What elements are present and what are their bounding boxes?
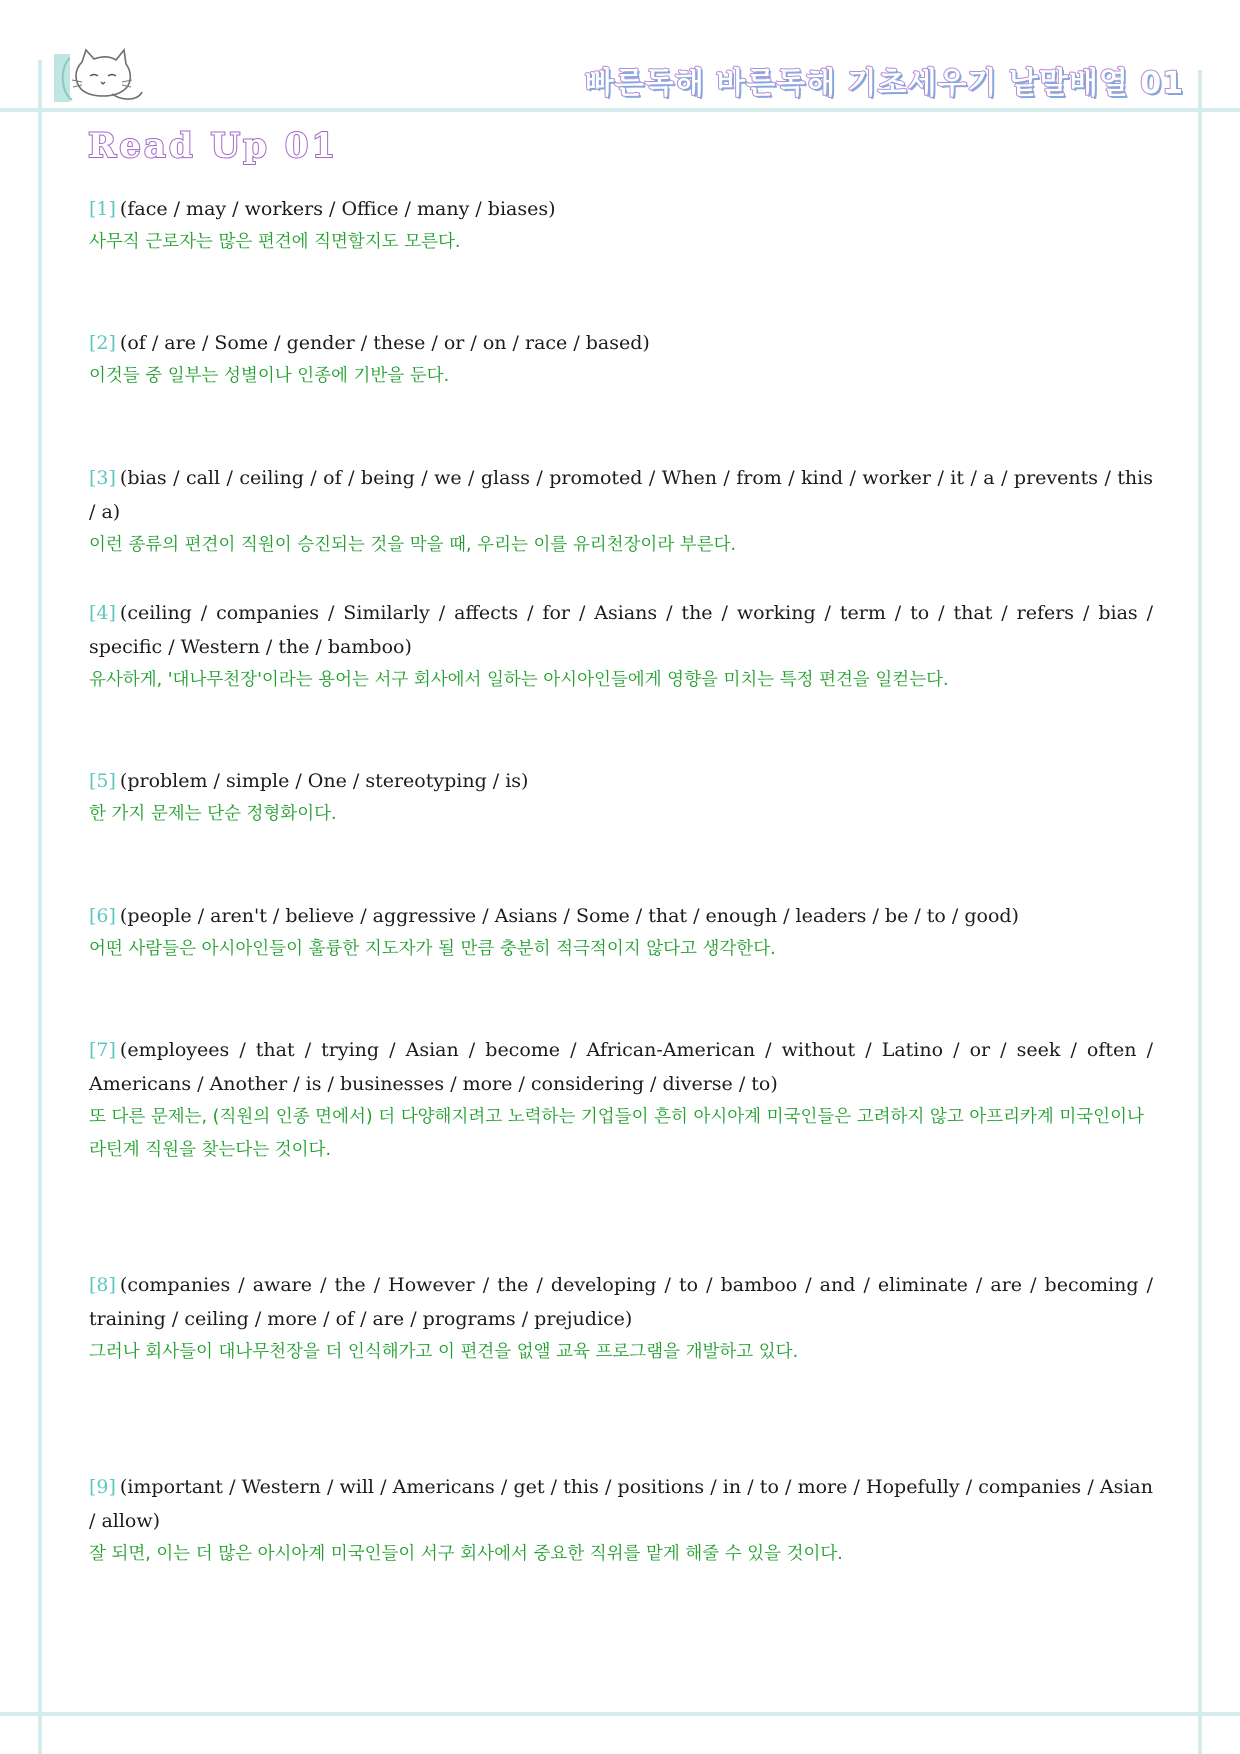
item-number: [7] <box>89 1039 116 1061</box>
exercise-item-9 <box>89 1470 1153 1571</box>
korean-translation: 한 가지 문제는 단순 정형화이다. <box>89 804 337 824</box>
korean-translation: 어떤 사람들은 아시아인들이 훌륭한 지도자가 될 만큼 충분히 적극적이지 않다고 생각한다. <box>89 939 776 959</box>
item-number: [5] <box>89 770 116 792</box>
exercise-item-5 <box>89 764 1153 831</box>
item-number: [6] <box>89 905 116 927</box>
word-scramble <box>89 596 1153 664</box>
korean-translation: 사무직 근로자는 많은 편견에 직면할지도 모른다. <box>89 232 461 252</box>
page-title: Read Up 01 <box>88 126 339 166</box>
item-number: [9] <box>89 1476 116 1498</box>
item-number: [3] <box>89 467 116 489</box>
series-title: 빠른독해 바른독해 기초세우기 낱말배열 01 <box>584 66 1184 101</box>
exercise-item-6 <box>89 899 1153 966</box>
exercise-item-4 <box>89 596 1153 697</box>
korean-translation: 이런 종류의 편견이 직원이 승진되는 것을 막을 때, 우리는 이를 유리천장이라 부른다. <box>89 535 737 555</box>
exercise-item-2 <box>89 326 1153 393</box>
word-list: (important / Western / will / Americans / get / this / positions / in / to / more / Hopefully / companies / Asian / allow) <box>89 1476 1153 1532</box>
korean-translation: 또 다른 문제는, (직원의 인종 면에서) 더 다양해지려고 노력하는 기업들이 흔히 아시아계 미국인들은 고려하지 않고 아프리카계 미국인이나 라틴계 직원을 찾는다는 것이다. <box>89 1107 1144 1160</box>
word-list: (bias / call / ceiling / of / being / we / glass / promoted / When / from / kind / worker / it / a / prevents / this / a) <box>89 467 1153 523</box>
item-number: [4] <box>89 602 116 624</box>
word-list: (people / aren't / believe / aggressive / Asians / Some / that / enough / leaders / be / to / good) <box>119 905 1019 927</box>
word-scramble <box>89 461 1153 529</box>
word-list: (ceiling / companies / Similarly / affects / for / Asians / the / working / term / to / that / refers / bias / specific / Western / the / bamboo) <box>89 602 1153 658</box>
word-list: (problem / simple / One / stereotyping / is) <box>119 770 529 792</box>
korean-translation: 잘 되면, 이는 더 많은 아시아계 미국인들이 서구 회사에서 중요한 직위를 맡게 해줄 수 있을 것이다. <box>89 1544 843 1564</box>
word-list: (face / may / workers / Office / many / biases) <box>119 198 556 220</box>
word-scramble <box>89 1033 1153 1101</box>
exercise-item-1 <box>89 192 1153 259</box>
word-scramble <box>89 1470 1153 1538</box>
exercise-item-8 <box>89 1268 1153 1369</box>
exercise-item-3 <box>89 461 1153 562</box>
word-list: (of / are / Some / gender / these / or / on / race / based) <box>119 332 650 354</box>
word-scramble <box>89 899 1153 933</box>
word-list: (employees / that / trying / Asian / become / African-American / without / Latino / or / seek / often / Americans / Another / is / businesses / more / considering / diverse / to) <box>89 1039 1153 1095</box>
item-number: [1] <box>89 198 116 220</box>
korean-translation: 그러나 회사들이 대나무천장을 더 인식해가고 이 편견을 없앨 교육 프로그램을 개발하고 있다. <box>89 1342 799 1362</box>
korean-translation: 유사하게, '대나무천장'이라는 용어는 서구 회사에서 일하는 아시아인들에게 영향을 미치는 특정 편견을 일컫는다. <box>89 670 949 690</box>
word-list: (companies / aware / the / However / the / developing / to / bamboo / and / eliminate / are / becoming / training / ceiling / more / of / are / programs / prejudice) <box>89 1274 1153 1330</box>
item-number: [2] <box>89 332 116 354</box>
exercise-item-7 <box>89 1033 1153 1167</box>
word-scramble <box>89 764 1153 798</box>
word-scramble <box>89 192 1153 226</box>
korean-translation: 이것들 중 일부는 성별이나 인종에 기반을 둔다. <box>89 366 450 386</box>
word-scramble <box>89 326 1153 360</box>
item-number: [8] <box>89 1274 116 1296</box>
word-scramble <box>89 1268 1153 1336</box>
